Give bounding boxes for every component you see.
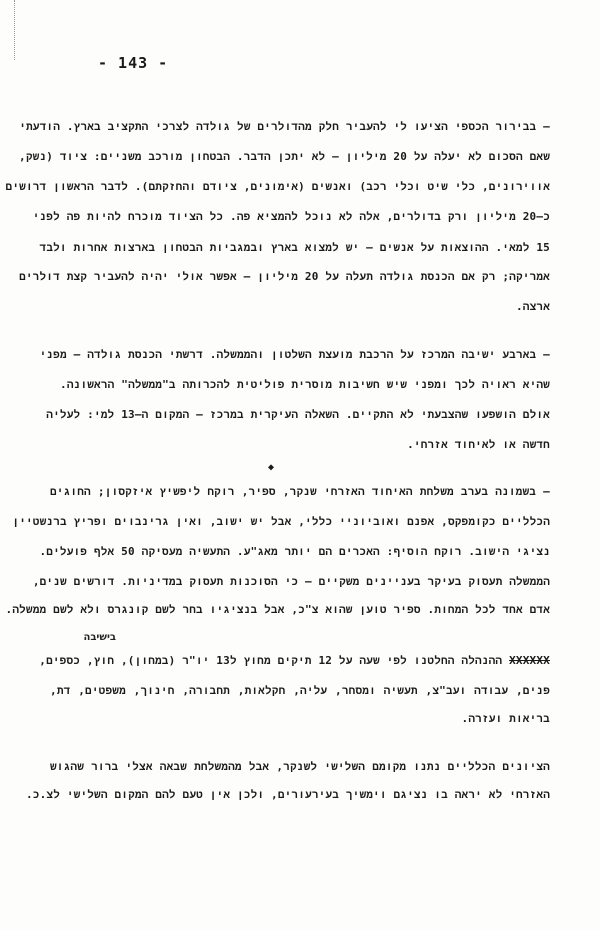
paragraph-3-line-3: נציגי הישוב. רוקח הוסיף: האכרים הם יותר מאג"ע. התעשיה מעסיקה 50 אלף פועלים. bbox=[39, 545, 550, 558]
paragraph-2-line-3: אולם הושפעו שהצבעתי לא התקיים. השאלה העיקרית במרכז – המקום ה–13 למי: לעליה bbox=[46, 408, 550, 421]
paragraph-2-line-2: שהיא ראויה לכך ומפני שיש חשיבות מוסרית פוליטית להכרותה ב"ממשלה" הראשונה. bbox=[60, 378, 550, 391]
punch-hole-edge bbox=[14, 0, 15, 60]
paragraph-3-line-4: הממשלה תעסוק בעיקר בעניינים משקיים – כי הסוכנות תעסוק במדיניות. דורשים שנים, bbox=[32, 575, 550, 588]
ink-speck: ◆ bbox=[268, 462, 275, 473]
paragraph-1-line-2: שאם הסכום לא יעלה על 20 מיליון – לא יתכן הדבר. הבטחון מורכב משניים: ציוד (נשק, bbox=[19, 150, 550, 163]
paragraph-2-line-4: חדשה או לאיחוד אזרחי. bbox=[407, 438, 550, 451]
paragraph-5-line-2: האזרחי לא יראה בו נציגם וימשיך בעירעורים, ולכן אין טעם להם המקום השלישי לצ.כ. bbox=[25, 788, 550, 801]
paragraph-3-line-5: אדם אחד לכל המחות. ספיר טוען שהוא צ"כ, אבל בנציגיו בחר לשם קונגרס ולא לשם ממשלה. bbox=[5, 603, 550, 616]
paragraph-1-line-5: 15 למאי. ההוצאות על אנשים – יש למצוא בארץ ובמגביות הבטחון בארצות אחרות ולבד bbox=[39, 241, 550, 254]
paragraph-4-line-3: בריאות ועזרה. bbox=[461, 712, 550, 725]
handwritten-insertion: בישיבה bbox=[83, 632, 116, 643]
paragraph-2-line-1: – בארבע ישיבה המרכז על הרכבת מועצת השלטון והממשלה. דרשתי הכנסת גולדה – מפני bbox=[39, 348, 550, 361]
paragraph-3-line-2: הכלליים כקומפקס, אפנם ואוביוניי כללי, אבל יש ישוב, ואין גרינבוים ופריץ ברנשטיין bbox=[12, 515, 550, 528]
page-number: - 143 - bbox=[98, 54, 169, 72]
paragraph-1-line-4: כ–20 מיליון ורק בדולרים, אלה לא נוכל להמציא פה. כל הציוד מוכרח להיות פה לפני bbox=[32, 210, 550, 223]
paragraph-1-line-7: ארצה. bbox=[515, 300, 550, 313]
paragraph-4-line-1 bbox=[39, 653, 550, 669]
paragraph-1-line-6: אמריקה; רק אם הכנסת גולדה תעלה על 20 מיליון – אפשר אולי יהיה להעביר קצת דולרים bbox=[19, 270, 550, 283]
paragraph-4-line-2: פנים, עבודה ועב"צ, תעשיה ומסחר, עליה, חקלאות, תחבורה, חינוך, משפטים, דת, bbox=[50, 684, 550, 697]
paragraph-1-line-1: – בבירור הכספי הציעו לי להעביר חלק מהדולרים של גולדה לצרכי התקציב בארץ. הודעתי bbox=[19, 120, 550, 133]
struck-out-word: XXXXXX bbox=[509, 654, 550, 667]
paragraph-3-line-1: – בשמונה בערב משלחת האיחוד האזרחי שנקר, ספיר, רוקח ליפשיץ איזקסון; החוגים bbox=[50, 485, 550, 498]
paragraph-5-line-1: הציונים הכלליים נתנו מקומם השלישי לשנקר, אבל מהמשלחת שבאה אצלי ברור שהגוש bbox=[50, 760, 550, 773]
paragraph-4-line-1-text: ההנהלה החלטנו לפי שעה על 12 תיקים מחוץ ל13 יו"ר (במחון), חוץ, כספים, bbox=[39, 654, 503, 667]
paragraph-1-line-3: אווירונים, כלי שיט וכלי רכב) ואנשים (אימונים, ציודם והחזקתם). לדבר הראשון דרושים bbox=[5, 180, 550, 193]
